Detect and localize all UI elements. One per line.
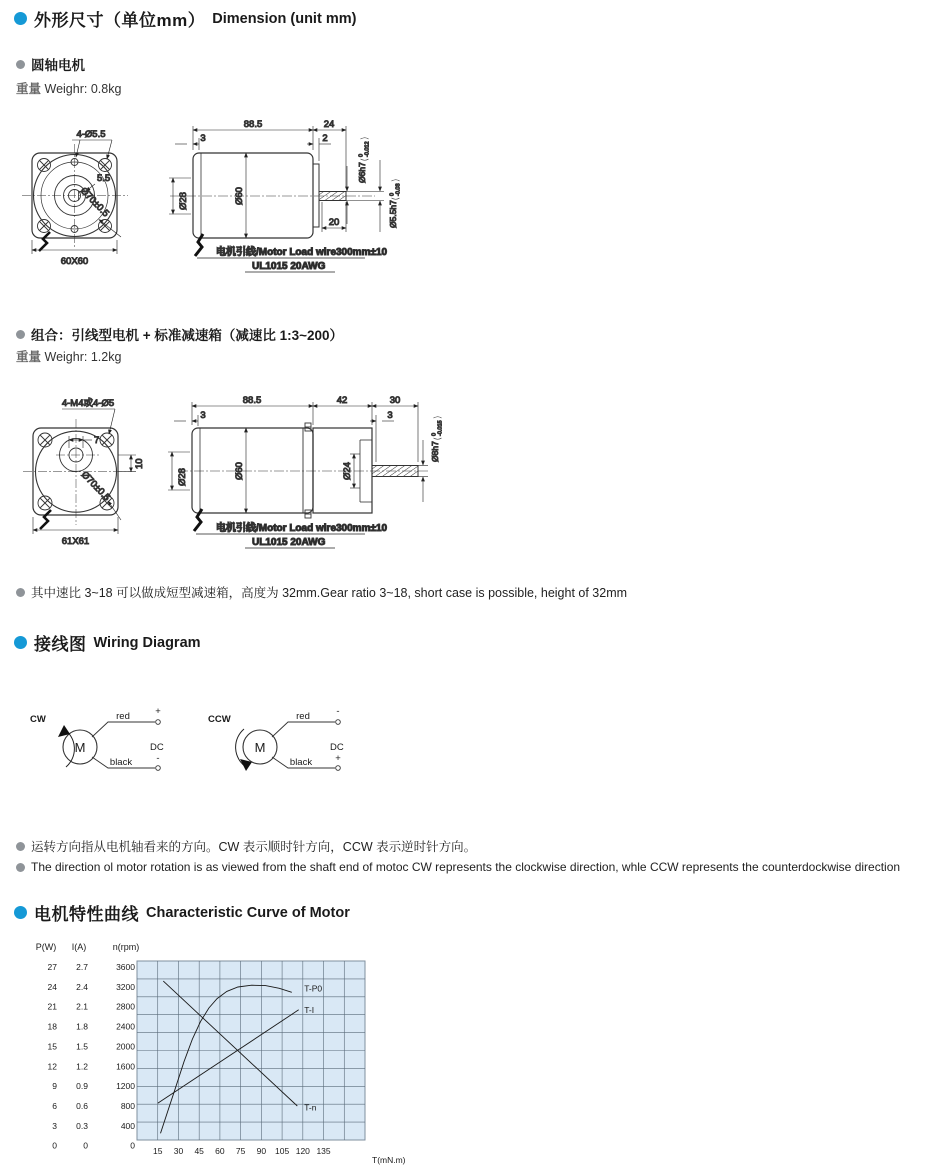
y-tick-label: 12 bbox=[47, 1061, 57, 1072]
motor-lead-wire-label: 电机引线/Motor Load wire300mm±10 bbox=[216, 247, 388, 258]
y-tick-label: 15 bbox=[47, 1041, 57, 1052]
motor-symbol: M bbox=[254, 740, 266, 755]
polarity-sign: + bbox=[155, 706, 161, 717]
svg-text:-0.012: -0.012 bbox=[364, 141, 371, 157]
wire-spec-label: UL1015 20AWG bbox=[252, 537, 326, 548]
y-tick-label: 24 bbox=[47, 981, 57, 992]
weight-label: 重量 bbox=[16, 350, 42, 364]
dim-2: 2 bbox=[322, 133, 328, 144]
dim-front-holes: 4-Ø5.5 bbox=[76, 129, 106, 140]
red-wire-label: red bbox=[116, 711, 130, 722]
motor-side-view bbox=[169, 119, 402, 272]
dim-hub-diameter: Ø24 bbox=[342, 462, 353, 480]
y-scale-header: I(A) bbox=[71, 942, 87, 952]
dim-3-left: 3 bbox=[200, 410, 206, 421]
x-tick-label: 90 bbox=[256, 1146, 267, 1156]
y-scale-header: P(W) bbox=[35, 942, 57, 952]
section-bullet-icon bbox=[14, 636, 27, 649]
y-tick-label: 18 bbox=[47, 1021, 57, 1032]
note-text: The direction ol motor rotation is as viewed from the shaft end of motoc CW represents the clockwise direction, whle CCW represents the counterdockwise direction bbox=[31, 860, 901, 874]
item-bullet-icon bbox=[16, 60, 25, 69]
subsection-label: 组合：引线型电机 + 标准减速箱（减速比 1:3~200） bbox=[31, 328, 344, 343]
svg-text:Ø8h7: Ø8h7 bbox=[430, 441, 440, 462]
black-wire-label: black bbox=[109, 757, 133, 768]
section-bullet-icon bbox=[14, 906, 27, 919]
item-bullet-icon bbox=[16, 330, 25, 339]
y-tick-label: 400 bbox=[120, 1120, 135, 1131]
dim-body-length: 88.5 bbox=[243, 119, 263, 130]
dim-front-size: 61X61 bbox=[61, 536, 90, 547]
dim-body-length: 88.5 bbox=[242, 395, 262, 406]
svg-text:Ø6h7: Ø6h7 bbox=[357, 162, 367, 183]
dim-shaft-dia1 bbox=[357, 138, 371, 183]
characteristic-curve-chart bbox=[30, 936, 460, 1174]
black-wire-label: black bbox=[289, 757, 313, 768]
x-axis-label: T(mN.m) bbox=[372, 1155, 406, 1165]
y-tick-label: 0.6 bbox=[76, 1100, 88, 1111]
y-tick-label: 1600 bbox=[116, 1061, 135, 1072]
gearbox-side-view bbox=[168, 395, 444, 548]
rotation-note-zh bbox=[16, 837, 476, 855]
dim-shaft-dia2 bbox=[388, 180, 402, 228]
y-tick-label: 2400 bbox=[116, 1021, 135, 1032]
x-tick-label: 75 bbox=[235, 1146, 246, 1156]
y-tick-label: 0.9 bbox=[76, 1081, 88, 1092]
note-bullet-icon bbox=[16, 842, 25, 851]
gear-ratio-note bbox=[16, 583, 627, 601]
terminal-icon bbox=[156, 720, 161, 725]
y-tick-label: 6 bbox=[52, 1100, 57, 1111]
cw-label: CW bbox=[30, 714, 46, 725]
motor-symbol: M bbox=[74, 740, 86, 755]
dim-gearbox-length: 42 bbox=[336, 395, 348, 406]
ccw-label: CCW bbox=[208, 714, 231, 725]
y-tick-label: 1200 bbox=[116, 1081, 135, 1092]
weight-value: Weighr: 1.2kg bbox=[44, 350, 122, 364]
series-label-T-I: T-I bbox=[304, 1004, 315, 1015]
svg-text:0: 0 bbox=[431, 432, 438, 436]
y-tick-label: 3200 bbox=[116, 981, 135, 992]
section-bullet-icon bbox=[14, 12, 27, 25]
wiring-ccw bbox=[208, 706, 344, 771]
dim-shaft-diameter bbox=[430, 417, 444, 462]
dc-label: DC bbox=[150, 742, 164, 753]
motor-lead-wire-label: 电机引线/Motor Load wire300mm±10 bbox=[216, 523, 388, 534]
polarity-sign: + bbox=[335, 753, 341, 764]
geared-weight bbox=[16, 347, 121, 365]
x-tick-label: 15 bbox=[152, 1146, 163, 1156]
section-title-zh: 电机特性曲线 bbox=[34, 905, 139, 924]
y-tick-label: 1.2 bbox=[76, 1061, 88, 1072]
svg-text:Ø5.5h7: Ø5.5h7 bbox=[388, 200, 398, 228]
dim-front-7: 7 bbox=[94, 435, 100, 446]
dim-rear-diameter: Ø28 bbox=[177, 468, 188, 486]
terminal-icon bbox=[156, 766, 161, 771]
x-tick-label: 45 bbox=[194, 1146, 204, 1156]
wiring-diagram bbox=[20, 700, 420, 800]
dim-front-10: 10 bbox=[134, 458, 145, 469]
y-tick-label: 21 bbox=[47, 1001, 57, 1012]
dim-shaft-length: 30 bbox=[389, 395, 401, 406]
dim-body-diameter: Ø60 bbox=[234, 187, 245, 205]
polarity-sign: - bbox=[156, 753, 160, 764]
x-tick-label: 120 bbox=[295, 1146, 310, 1156]
y-tick-label: 2000 bbox=[116, 1041, 135, 1052]
dim-front-5-5: 5.5 bbox=[97, 173, 111, 184]
y-tick-label: 1.8 bbox=[76, 1021, 88, 1032]
y-tick-label: 0 bbox=[52, 1140, 57, 1151]
motor-dimension-drawing bbox=[20, 106, 450, 298]
dim-3-right: 3 bbox=[387, 410, 393, 421]
y-tick-label: 0.3 bbox=[76, 1120, 88, 1131]
section-title-zh: 外形尺寸（单位mm） bbox=[34, 11, 206, 30]
dim-body-diameter: Ø60 bbox=[234, 462, 245, 480]
geared-motor-dimension-drawing bbox=[20, 388, 460, 580]
section-title-en: Wiring Diagram bbox=[93, 634, 201, 651]
terminal-icon bbox=[336, 766, 341, 771]
y-tick-label: 1.5 bbox=[76, 1041, 88, 1052]
section-wiring-header bbox=[14, 630, 201, 655]
y-tick-label: 9 bbox=[52, 1081, 57, 1092]
x-tick-label: 105 bbox=[274, 1146, 290, 1156]
dim-3: 3 bbox=[200, 133, 206, 144]
y-tick-label: 0 bbox=[130, 1140, 135, 1151]
dim-front-size: 60X60 bbox=[60, 256, 89, 267]
note-bullet-icon bbox=[16, 863, 25, 872]
subsection-round-shaft-motor bbox=[16, 54, 85, 74]
x-tick-label: 135 bbox=[316, 1146, 331, 1156]
svg-text:0: 0 bbox=[389, 192, 396, 196]
series-label-T-P0: T-P0 bbox=[304, 983, 323, 994]
y-tick-label: 0 bbox=[83, 1140, 88, 1151]
note-text: 运转方向指从电机轴看来的方向。CW 表示顺时针方向，CCW 表示逆时针方向。 bbox=[31, 840, 477, 854]
y-tick-label: 2.4 bbox=[76, 981, 88, 992]
section-dimension-header bbox=[14, 6, 356, 31]
dim-shaft-length: 24 bbox=[323, 119, 335, 130]
weight-label: 重量 bbox=[16, 82, 42, 96]
wiring-cw bbox=[30, 706, 164, 770]
subsection-label: 圆轴电机 bbox=[31, 58, 85, 73]
y-tick-label: 27 bbox=[47, 962, 57, 972]
terminal-icon bbox=[336, 720, 341, 725]
y-tick-label: 3600 bbox=[116, 962, 135, 972]
y-scale-header: n(rpm) bbox=[112, 942, 140, 952]
note-text: 其中速比 3~18 可以做成短型减速箱，高度为 32mm.Gear ratio 3~18, short case is possible, height of 32mm bbox=[31, 586, 628, 600]
motor-front-view bbox=[22, 129, 128, 267]
motor-weight bbox=[16, 79, 121, 97]
section-title-en: Dimension (unit mm) bbox=[212, 10, 357, 27]
y-tick-label: 800 bbox=[120, 1100, 135, 1111]
wire-spec-label: UL1015 20AWG bbox=[252, 261, 326, 272]
series-label-T-n: T-n bbox=[304, 1102, 317, 1113]
dim-rear-diameter: Ø28 bbox=[178, 192, 189, 210]
rotation-note-en bbox=[16, 860, 900, 874]
y-tick-label: 3 bbox=[52, 1120, 57, 1131]
y-tick-label: 2800 bbox=[116, 1001, 135, 1012]
dc-label: DC bbox=[330, 742, 344, 753]
subsection-geared-motor bbox=[16, 324, 343, 344]
section-curve-header bbox=[14, 900, 350, 925]
dim-front-bolt-circle: Ø70±0.5 bbox=[77, 185, 112, 220]
x-tick-label: 60 bbox=[215, 1146, 225, 1156]
section-title-zh: 接线图 bbox=[34, 635, 87, 654]
red-wire-label: red bbox=[296, 711, 310, 722]
x-tick-label: 30 bbox=[173, 1146, 184, 1156]
svg-text:0: 0 bbox=[358, 153, 365, 157]
y-tick-label: 2.7 bbox=[76, 962, 88, 972]
section-title-en: Characteristic Curve of Motor bbox=[146, 904, 350, 921]
polarity-sign: - bbox=[336, 706, 340, 717]
weight-value: Weighr: 0.8kg bbox=[44, 82, 122, 96]
dim-front-bolt-circle: Ø70±0.5 bbox=[78, 469, 113, 504]
note-bullet-icon bbox=[16, 588, 25, 597]
gearbox-front-view bbox=[23, 397, 145, 547]
dim-front-holes: 4-M4或4-Ø5 bbox=[61, 398, 115, 409]
svg-text:-0.015: -0.015 bbox=[437, 420, 444, 436]
svg-text:-0.03: -0.03 bbox=[395, 183, 402, 196]
dim-20: 20 bbox=[328, 217, 340, 228]
y-tick-label: 2.1 bbox=[76, 1001, 88, 1012]
